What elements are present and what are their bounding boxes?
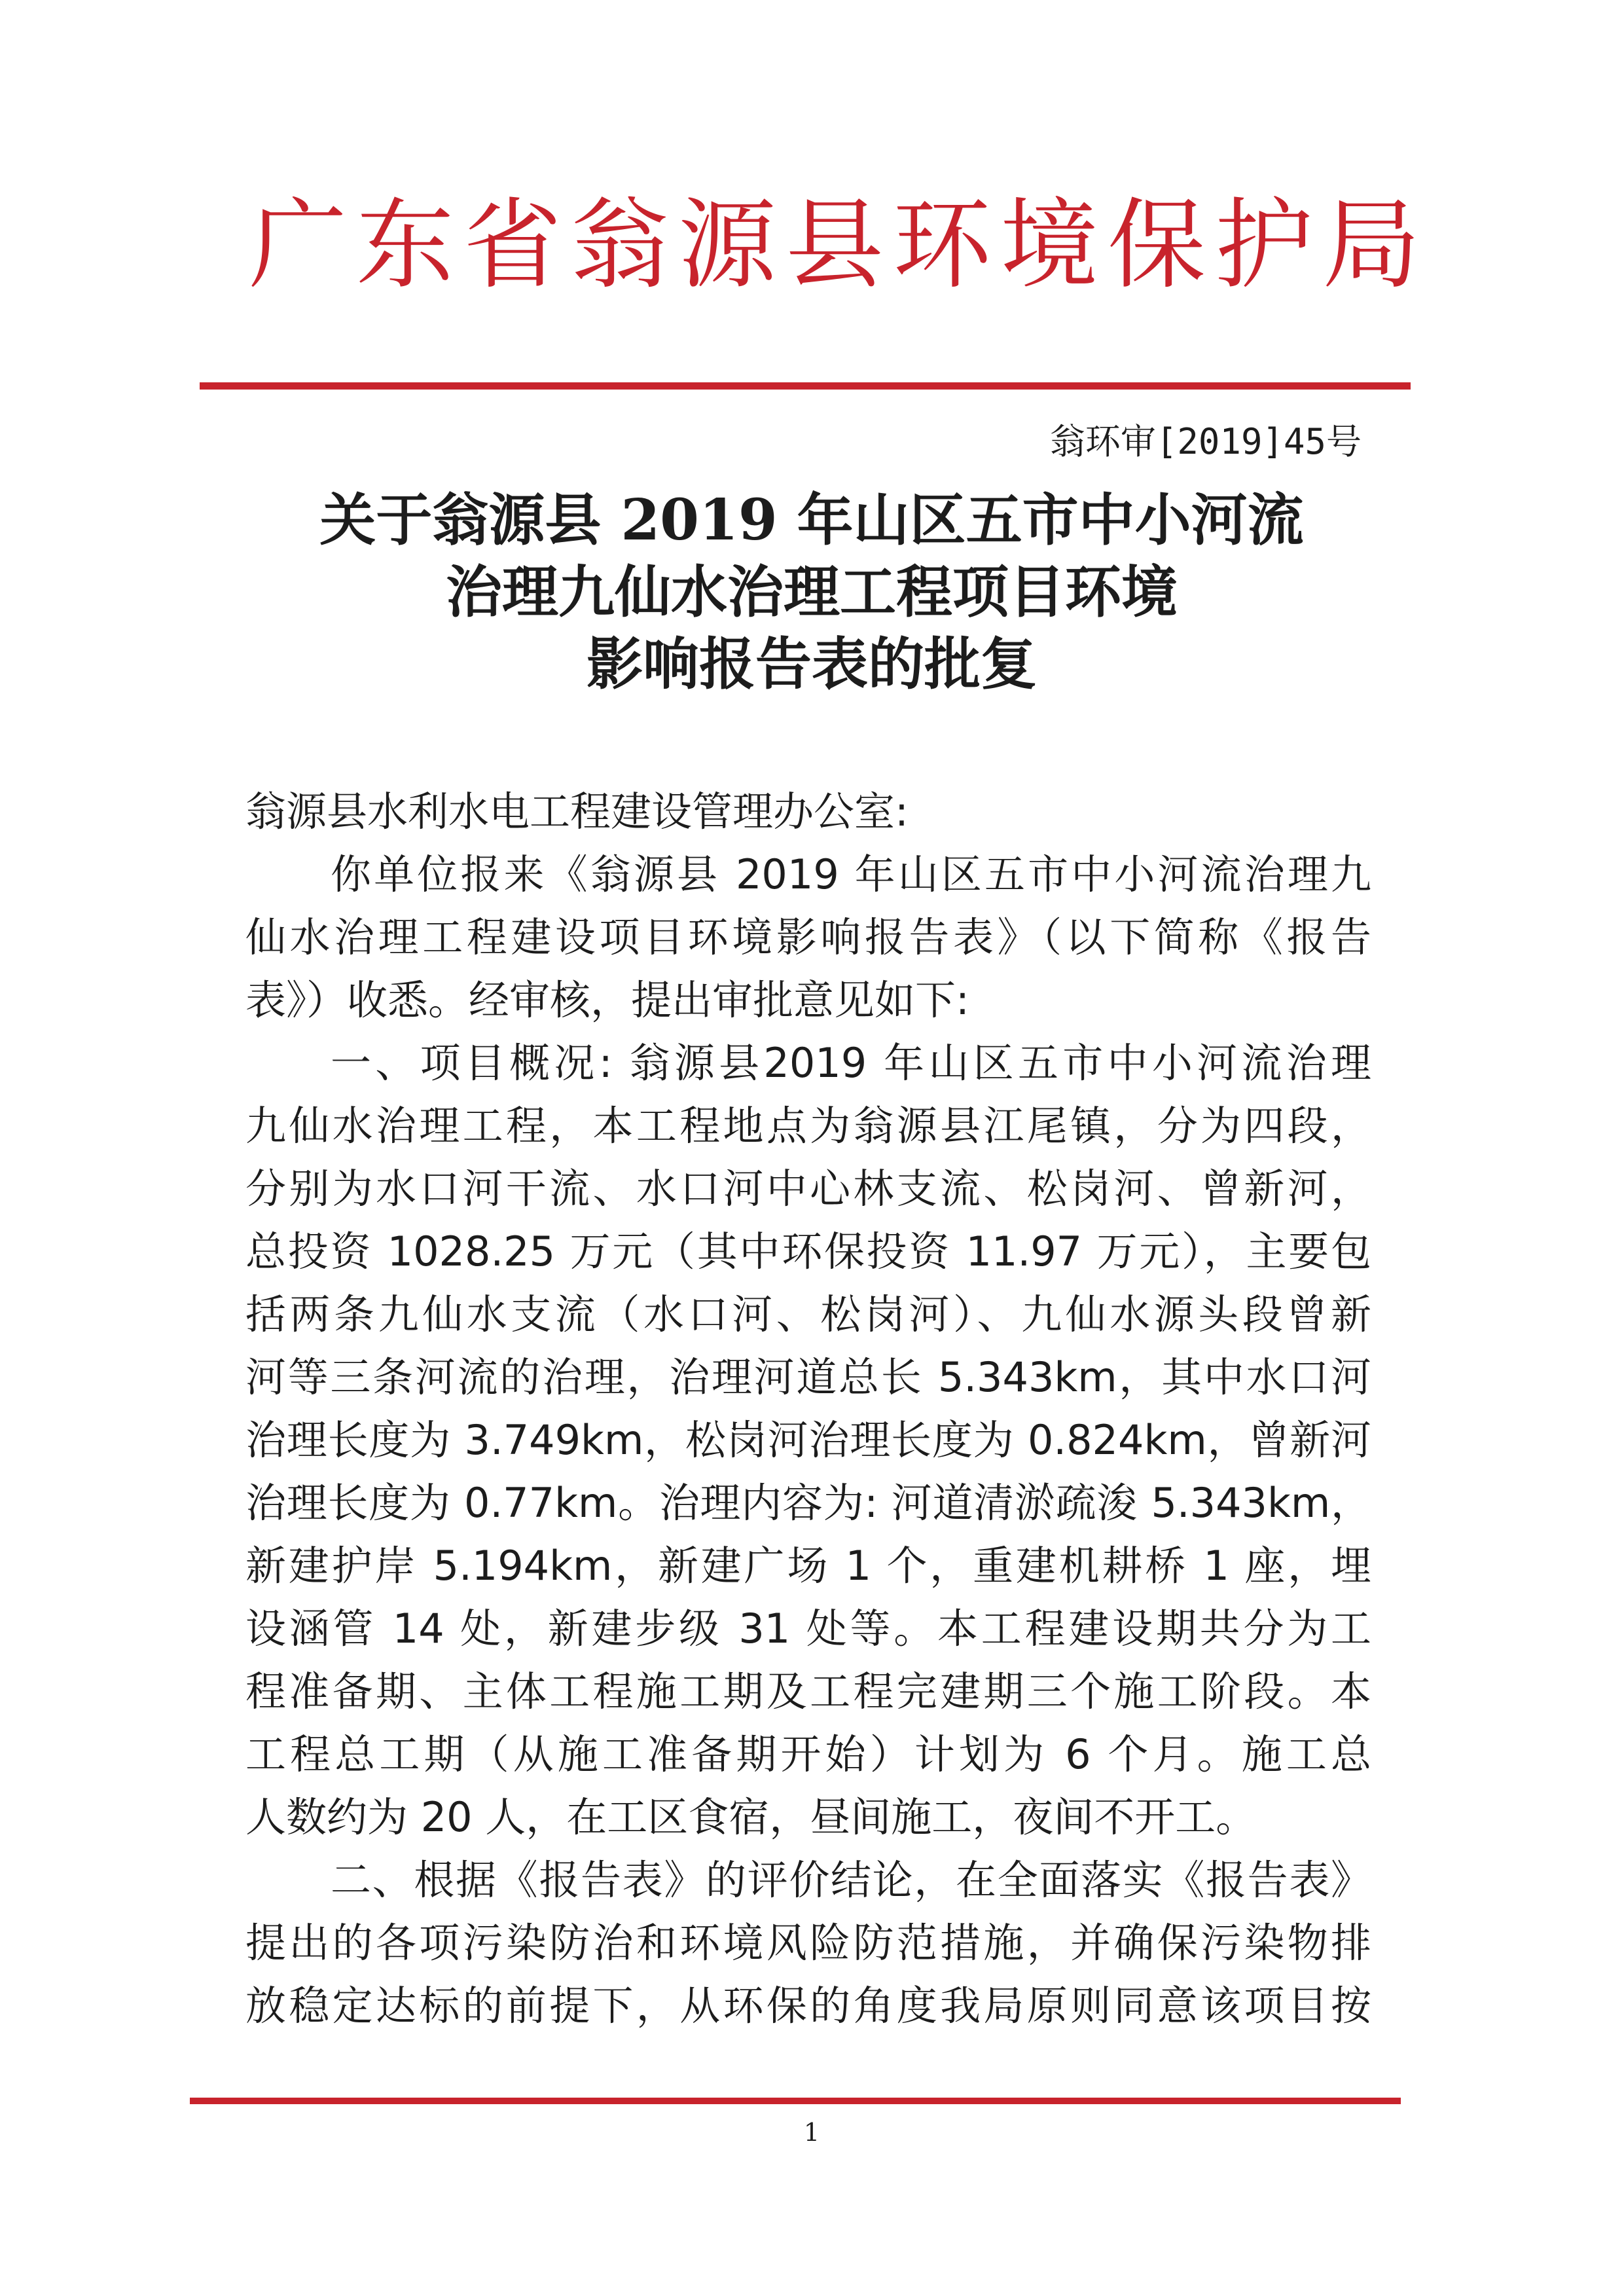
body-line: 二、根据《报告表》的评价结论，在全面落实《报告表》 bbox=[331, 1856, 1371, 1904]
page-number: 1 bbox=[803, 2118, 820, 2147]
title-line: 治理九仙水治理工程项目环境 bbox=[446, 559, 1178, 625]
body-line: 工程总工期（从施工准备期开始）计划为 6 个月。施工总 bbox=[245, 1730, 1371, 1778]
letterhead-title: 广东省翁源县环境保护局 bbox=[249, 189, 1430, 302]
title-line: 关于翁源县 2019 年山区五市中小河流 bbox=[319, 487, 1304, 553]
title-line: 影响报告表的批复 bbox=[586, 631, 1037, 697]
body-line: 提出的各项污染防治和环境风险防范措施，并确保污染物排 bbox=[245, 1919, 1371, 1967]
body-line: 设涵管 14 处，新建步级 31 处等。本工程建设期共分为工 bbox=[245, 1605, 1371, 1652]
document-title bbox=[209, 484, 1414, 701]
body-line: 治理长度为 0.77km。治理内容为: 河道清淤疏浚 5.343km， bbox=[245, 1479, 1371, 1527]
footer-red-rule bbox=[190, 2098, 1401, 2104]
body-line: 一、项目概况: 翁源县2019 年山区五市中小河流治理 bbox=[331, 1039, 1371, 1087]
body-line: 分别为水口河干流、水口河中心林支流、松岗河、曾新河， bbox=[245, 1165, 1371, 1212]
body-line: 河等三条河流的治理，治理河道总长 5.343km，其中水口河 bbox=[245, 1353, 1371, 1401]
body-line: 你单位报来《翁源县 2019 年山区五市中小河流治理九 bbox=[331, 850, 1371, 898]
body-line: 放稳定达标的前提下，从环保的角度我局原则同意该项目按 bbox=[245, 1982, 1371, 2030]
body-line: 仙水治理工程建设项目环境影响报告表》（以下简称《报告 bbox=[245, 913, 1371, 961]
body-line: 新建护岸 5.194km，新建广场 1 个，重建机耕桥 1 座，埋 bbox=[245, 1542, 1371, 1590]
body-line: 人数约为 20 人，在工区食宿，昼间施工，夜间不开工。 bbox=[245, 1793, 1257, 1841]
letterhead-red-rule bbox=[200, 382, 1411, 390]
body-line: 表》）收悉。经审核，提出审批意见如下: bbox=[245, 976, 969, 1024]
body-line: 总投资 1028.25 万元（其中环保投资 11.97 万元），主要包 bbox=[245, 1228, 1371, 1275]
document-body bbox=[245, 780, 1371, 2037]
addressee: 翁源县水利水电工程建设管理办公室: bbox=[245, 788, 909, 835]
document-number: 翁环审[2019]45号 bbox=[1049, 421, 1362, 462]
body-line: 括两条九仙水支流（水口河、松岗河）、九仙水源头段曾新 bbox=[245, 1290, 1371, 1338]
body-line: 九仙水治理工程，本工程地点为翁源县江尾镇，分为四段， bbox=[245, 1102, 1371, 1150]
body-line: 程准备期、主体工程施工期及工程完建期三个施工阶段。本 bbox=[245, 1667, 1371, 1715]
body-line: 治理长度为 3.749km，松岗河治理长度为 0.824km，曾新河 bbox=[245, 1416, 1371, 1464]
